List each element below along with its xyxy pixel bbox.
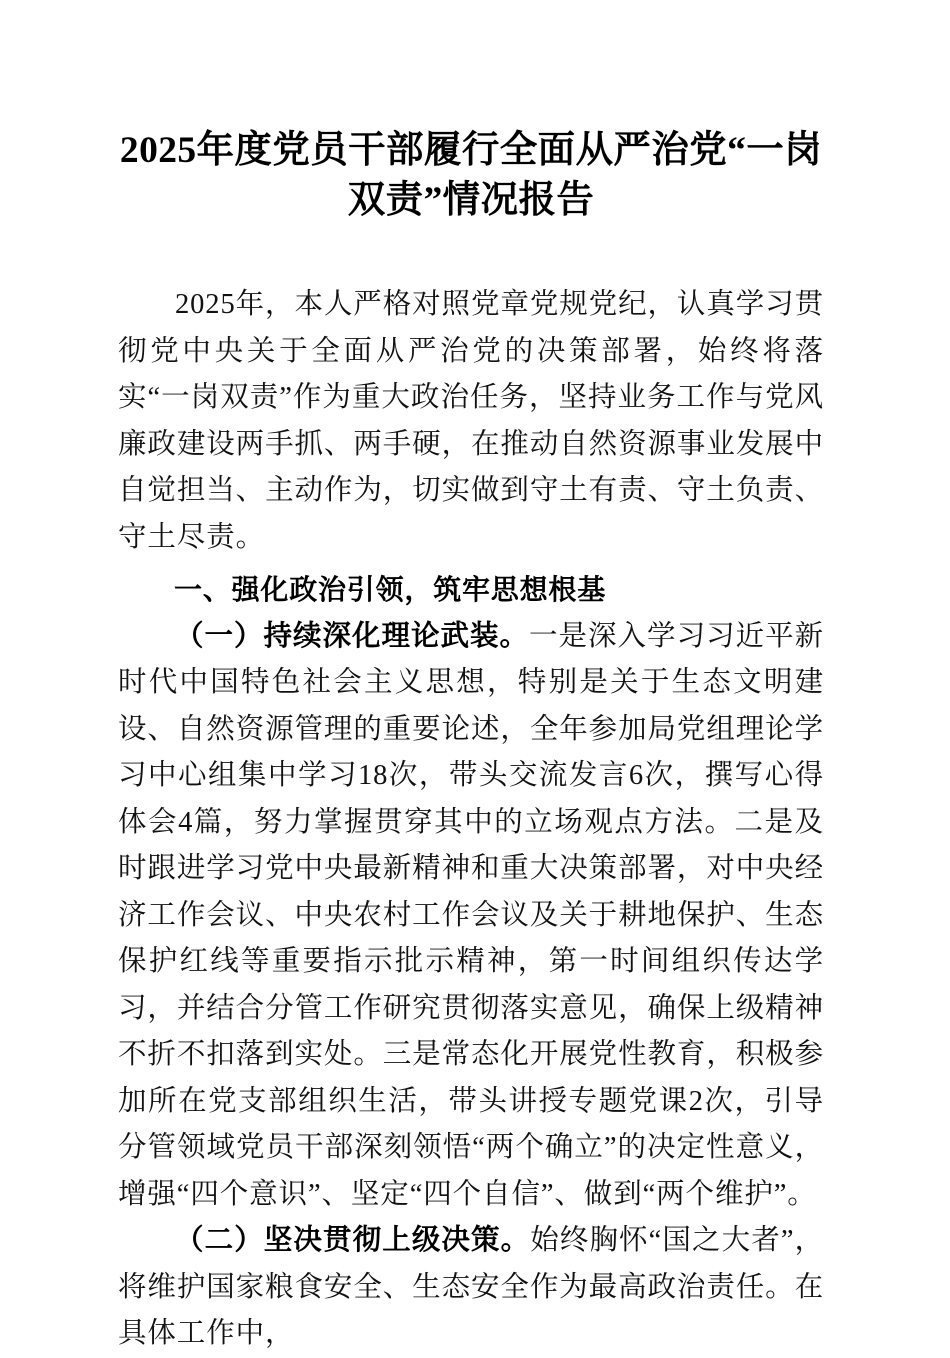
opening-paragraph: 2025年，本人严格对照党章党规党纪，认真学习贯彻党中央关于全面从严治党的决策部署，始终将落实“一岗双责”作为重大政治任务，坚持业务工作与党风廉政建设两手抓、两手硬，在推动自然资源事业发展中自觉担当、主动作为，切实做到守土有责、守土负责、守土尽责。 bbox=[118, 289, 824, 553]
subsection-one-paragraph bbox=[118, 614, 824, 1219]
document-content bbox=[118, 0, 824, 1358]
subsection-two-body: 始终胸怀“国之大者”，将维护国家粮食安全、生态安全作为最高政治责任。在具体工作中， bbox=[118, 1225, 824, 1349]
subsection-one-label: （一）持续深化理论武装。 bbox=[175, 620, 530, 652]
page-title: 2025年度党员干部履行全面从严治党“一岗双责”情况报告 bbox=[119, 130, 823, 221]
subsection-two-paragraph bbox=[118, 1218, 824, 1358]
subsection-two-label: （二）坚决贯彻上级决策。 bbox=[175, 1225, 531, 1256]
subsection-one-body: 一是深入学习习近平新时代中国特色社会主义思想，特别是关于生态文明建设、自然资源管理的重要论述，全年参加局党组理论学习中心组集中学习18次，带头交流发言6次，撰写心得体会4篇，努力掌握贯穿其中的立场观点方法。二是及时跟进学习党中央最新精神和重大决策部署，对中央经济工作会议、中央农村工作会议及关于耕地保护、生态保护红线等重要指示批示精神，第一时间组织传达学习，并结合分管工作研究贯彻落实意见，确保上级精神不折不扣落到实处。三是常态化开展党性教育，积极参加所在党支部组织生活，带头讲授专题党课2次，引导分管领域党员干部深刻领悟“两个确立”的决定性意义，增强“四个意识”、坚定“四个自信”、做到“两个维护”。 bbox=[118, 620, 824, 1210]
section-heading-one: 一、强化政治引领，筑牢思想根基 bbox=[174, 574, 607, 605]
